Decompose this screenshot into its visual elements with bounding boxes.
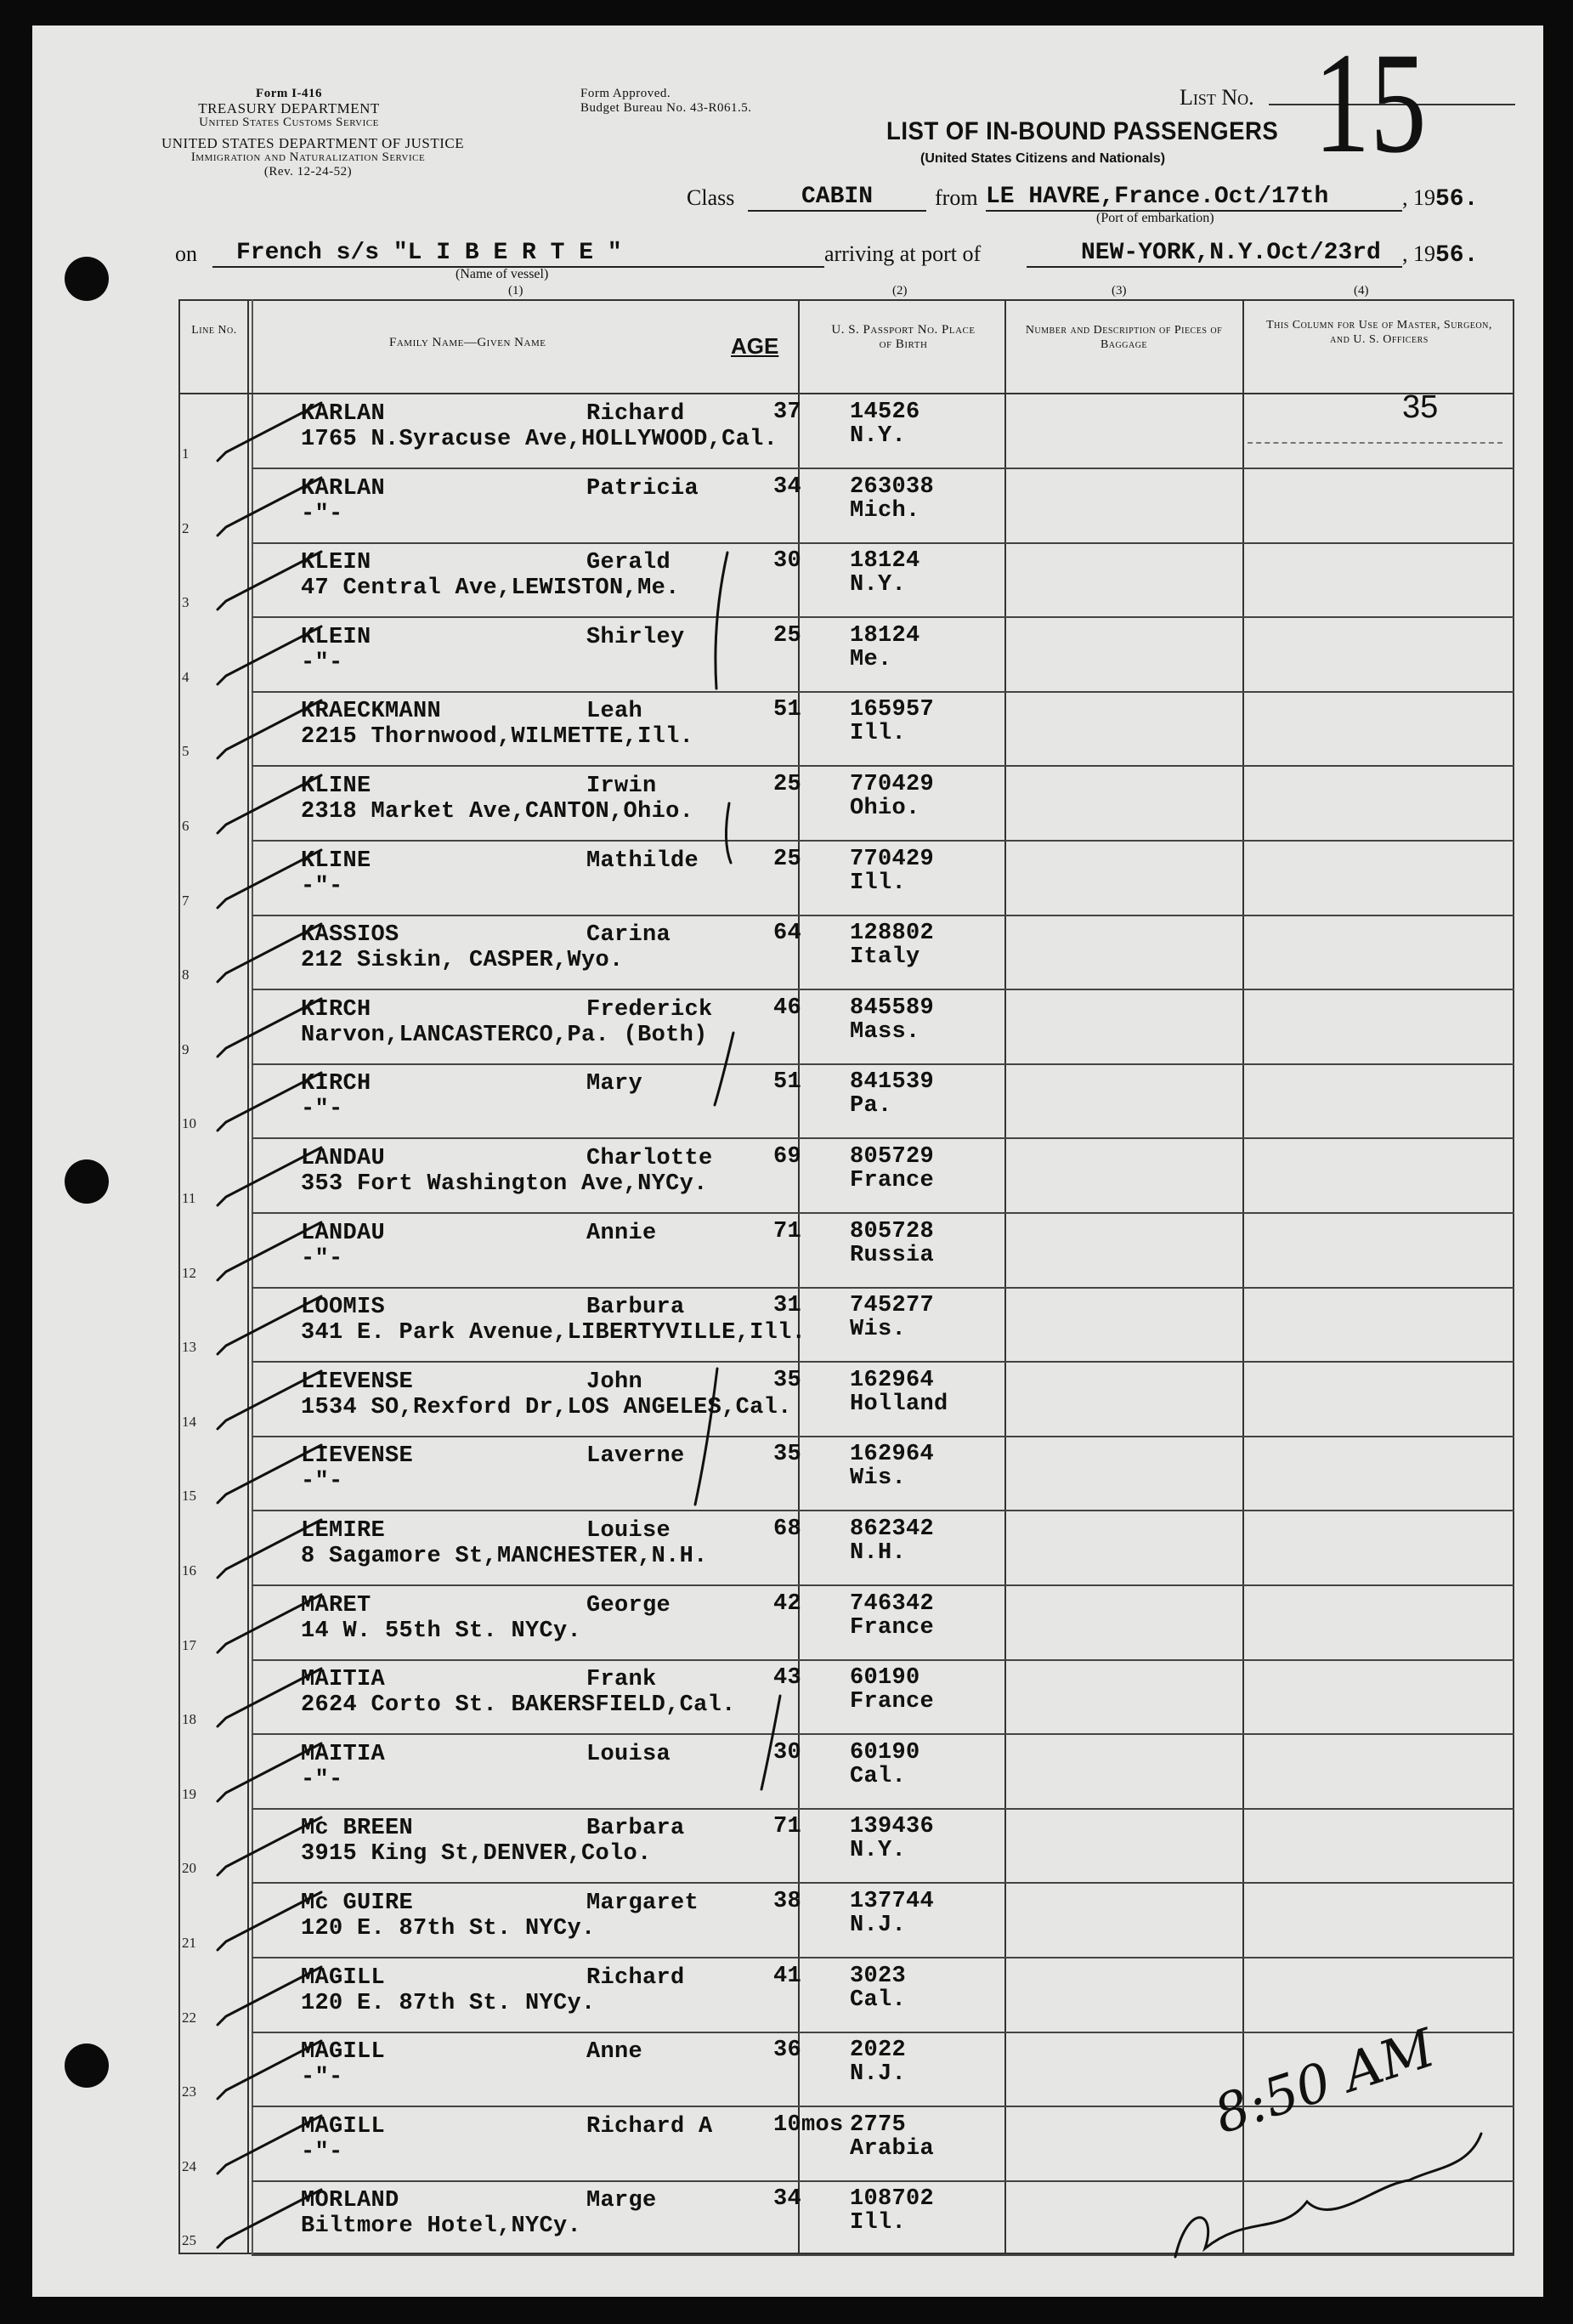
age: 35 xyxy=(773,1442,802,1467)
header-line-no: Line No. xyxy=(191,324,237,337)
place-of-birth: France xyxy=(850,1615,935,1641)
line-number: 21 xyxy=(182,1935,196,1951)
check-mark xyxy=(218,478,321,536)
line-number: 12 xyxy=(182,1265,196,1281)
given-name: Louisa xyxy=(586,1742,671,1767)
family-name: LANDAU xyxy=(301,1221,386,1246)
address: -"- xyxy=(301,2140,343,2165)
given-name: Richard A xyxy=(586,2114,713,2140)
address: Biltmore Hotel,NYCy. xyxy=(301,2213,582,2239)
line-number: 4 xyxy=(182,669,190,685)
passport-no: 770429 xyxy=(850,847,935,872)
family-name: KASSIOS xyxy=(301,922,399,948)
col-num-1: (1) xyxy=(508,284,523,298)
check-mark xyxy=(218,552,321,609)
address: 1765 N.Syracuse Ave,HOLLYWOOD,Cal. xyxy=(301,427,778,452)
family-name: KLINE xyxy=(301,774,371,799)
on-label: on xyxy=(175,241,197,266)
place-of-birth: Mass. xyxy=(850,1019,920,1045)
place-of-birth: Cal. xyxy=(850,1987,907,2013)
given-name: Frank xyxy=(586,1667,657,1692)
family-name: MAGILL xyxy=(301,1965,386,1991)
family-name: KARLAN xyxy=(301,401,386,427)
given-name: Richard xyxy=(586,1965,685,1991)
address: -"- xyxy=(301,502,343,527)
customs-service: United States Customs Service xyxy=(199,116,379,129)
line-number: 13 xyxy=(182,1339,196,1355)
age: 51 xyxy=(773,1069,802,1095)
passport-no: 60190 xyxy=(850,1740,920,1766)
address: 212 Siskin, CASPER,Wyo. xyxy=(301,948,624,973)
age: 43 xyxy=(773,1665,802,1691)
line-number: 15 xyxy=(182,1488,196,1504)
age: 34 xyxy=(773,474,802,500)
year-prefix-1: , 19 xyxy=(1402,185,1435,210)
check-mark xyxy=(218,775,321,833)
address: 8 Sagamore St,MANCHESTER,N.H. xyxy=(301,1544,708,1569)
handwritten-marks xyxy=(32,23,1543,2297)
place-of-birth: Russia xyxy=(850,1243,935,1268)
line-number: 20 xyxy=(182,1860,196,1876)
check-mark xyxy=(218,626,321,684)
address: -"- xyxy=(301,1469,343,1494)
age: 10mos xyxy=(773,2112,844,2138)
family-name: KLEIN xyxy=(301,625,371,650)
place-of-birth: Ill. xyxy=(850,870,907,896)
form-number: Form I-416 xyxy=(256,87,322,100)
family-name: LEMIRE xyxy=(301,1518,386,1544)
given-name: Margaret xyxy=(586,1890,699,1916)
line-number: 22 xyxy=(182,2009,196,2026)
line-number: 2 xyxy=(182,520,190,536)
check-mark xyxy=(218,1296,321,1354)
passport-no: 162964 xyxy=(850,1368,935,1393)
age: 37 xyxy=(773,400,802,425)
check-mark xyxy=(218,1445,321,1503)
age: 30 xyxy=(773,548,802,574)
family-name: MAGILL xyxy=(301,2114,386,2140)
place-of-birth: N.J. xyxy=(850,2061,907,2087)
ins-service: Immigration and Naturalization Service xyxy=(190,150,426,164)
family-name: MAITIA xyxy=(301,1742,386,1767)
passport-no: 2775 xyxy=(850,2112,907,2138)
address: 2624 Corto St. BAKERSFIELD,Cal. xyxy=(301,1692,736,1718)
address: -"- xyxy=(301,2065,343,2090)
passport-no: 263038 xyxy=(850,474,935,500)
budget-bureau-no: Budget Bureau No. 43-R061.5. xyxy=(580,101,752,115)
given-name: Barbara xyxy=(586,1816,685,1841)
place-of-birth: Ill. xyxy=(850,2210,907,2236)
family-name: MARET xyxy=(301,1593,371,1618)
address: 341 E. Park Avenue,LIBERTYVILLE,Ill. xyxy=(301,1320,806,1346)
age: 25 xyxy=(773,772,802,797)
age: 38 xyxy=(773,1889,802,1914)
place-of-birth: Holland xyxy=(850,1392,948,1417)
given-name: Mary xyxy=(586,1071,643,1097)
passport-no: 845589 xyxy=(850,995,935,1021)
line-number: 7 xyxy=(182,893,190,909)
place-of-birth: Cal. xyxy=(850,1764,907,1789)
passport-no: 841539 xyxy=(850,1069,935,1095)
line-number: 24 xyxy=(182,2158,196,2174)
age: 71 xyxy=(773,1219,802,1244)
check-mark xyxy=(218,1967,321,2025)
from-value: LE HAVRE,France.Oct/17th xyxy=(986,184,1329,210)
address: 14 W. 55th St. NYCy. xyxy=(301,1618,582,1644)
line-number: 25 xyxy=(182,2232,196,2248)
col-num-2: (2) xyxy=(892,284,908,298)
class-value: CABIN xyxy=(801,184,873,210)
year-value-1: 56. xyxy=(1435,186,1479,213)
age: 31 xyxy=(773,1293,802,1318)
given-name: Charlotte xyxy=(586,1146,713,1171)
header-name: Family Name—Given Name xyxy=(389,336,546,349)
given-name: George xyxy=(586,1593,671,1618)
check-mark xyxy=(218,999,321,1057)
passport-no: 805729 xyxy=(850,1144,935,1170)
check-mark xyxy=(218,1222,321,1280)
check-mark xyxy=(218,2116,321,2174)
line-number: 14 xyxy=(182,1414,196,1430)
family-name: LIEVENSE xyxy=(301,1443,414,1469)
given-name: Marge xyxy=(586,2188,657,2213)
place-of-birth: Ill. xyxy=(850,721,907,746)
place-of-birth: Pa. xyxy=(850,1093,892,1119)
form-approved: Form Approved. xyxy=(580,87,671,100)
line-number: 16 xyxy=(182,1562,196,1579)
address: Narvon,LANCASTERCO,Pa. (Both) xyxy=(301,1023,708,1048)
check-mark xyxy=(218,1595,321,1652)
arriving-label: arriving at port of xyxy=(824,241,982,266)
given-name: John xyxy=(586,1369,643,1395)
address: 120 E. 87th St. NYCy. xyxy=(301,1916,596,1941)
place-of-birth: N.Y. xyxy=(850,572,907,598)
line-number: 9 xyxy=(182,1041,190,1057)
given-name: Patricia xyxy=(586,476,699,502)
age: 25 xyxy=(773,847,802,872)
given-name: Frederick xyxy=(586,997,713,1023)
vessel-note: (Name of vessel) xyxy=(455,267,549,281)
address: 2318 Market Ave,CANTON,Ohio. xyxy=(301,799,694,825)
class-label: Class xyxy=(687,185,735,210)
family-name: MORLAND xyxy=(301,2188,399,2213)
family-name: KARLAN xyxy=(301,476,386,502)
line-number: 19 xyxy=(182,1786,196,1802)
passport-no: 18124 xyxy=(850,623,920,649)
address: -"- xyxy=(301,650,343,676)
address: 3915 King St,DENVER,Colo. xyxy=(301,1841,652,1867)
line-number: 3 xyxy=(182,594,190,610)
passport-no: 14526 xyxy=(850,400,920,425)
header-officers: This Column for Use of Master, Surgeon, and U. S. Officers xyxy=(1266,319,1492,346)
place-of-birth: France xyxy=(850,1689,935,1715)
given-name: Irwin xyxy=(586,774,657,799)
check-mark xyxy=(218,1892,321,1950)
age: 36 xyxy=(773,2038,802,2063)
family-name: KLEIN xyxy=(301,550,371,575)
given-name: Shirley xyxy=(586,625,685,650)
place-of-birth: Wis. xyxy=(850,1317,907,1342)
age: 69 xyxy=(773,1144,802,1170)
given-name: Gerald xyxy=(586,550,671,575)
passport-no: 139436 xyxy=(850,1814,935,1839)
family-name: KRAECKMANN xyxy=(301,699,442,724)
line-number: 5 xyxy=(182,743,190,759)
passport-no: 108702 xyxy=(850,2186,935,2212)
place-of-birth: Ohio. xyxy=(850,796,920,821)
check-mark xyxy=(218,1148,321,1205)
given-name: Richard xyxy=(586,401,685,427)
passport-no: 162964 xyxy=(850,1442,935,1467)
list-no-label: List No. xyxy=(1180,85,1254,110)
passport-no: 165957 xyxy=(850,697,935,723)
place-of-birth: N.Y. xyxy=(850,1838,907,1863)
address: 120 E. 87th St. NYCy. xyxy=(301,1991,596,2016)
line-number: 17 xyxy=(182,1637,196,1653)
check-mark xyxy=(218,924,321,982)
justice-dept: UNITED STATES DEPARTMENT OF JUSTICE xyxy=(161,135,465,151)
officer-note: 35 xyxy=(1402,389,1439,425)
age: 71 xyxy=(773,1814,802,1839)
port-embarkation-note: (Port of embarkation) xyxy=(1096,211,1214,225)
arriving-value: NEW-YORK,N.Y.Oct/23rd xyxy=(1081,240,1381,266)
age: 30 xyxy=(773,1740,802,1766)
line-number: 11 xyxy=(182,1190,196,1206)
given-name: Mathilde xyxy=(586,848,699,874)
passport-no: 60190 xyxy=(850,1665,920,1691)
address: 2215 Thornwood,WILMETTE,Ill. xyxy=(301,724,694,750)
col-num-4: (4) xyxy=(1354,284,1369,298)
age: 34 xyxy=(773,2186,802,2212)
year-prefix-2: , 19 xyxy=(1402,241,1435,266)
given-name: Carina xyxy=(586,922,671,948)
address: 1534 SO,Rexford Dr,LOS ANGELES,Cal. xyxy=(301,1395,792,1420)
given-name: Anne xyxy=(586,2039,643,2065)
place-of-birth: Me. xyxy=(850,647,892,672)
passport-no: 805728 xyxy=(850,1219,935,1244)
revision-date: (Rev. 12-24-52) xyxy=(263,165,353,179)
family-name: Mc GUIRE xyxy=(301,1890,414,1916)
passport-no: 137744 xyxy=(850,1889,935,1914)
address: -"- xyxy=(301,1097,343,1122)
line-number: 8 xyxy=(182,966,190,983)
list-number: 15 xyxy=(1314,23,1427,183)
family-name: LIEVENSE xyxy=(301,1369,414,1395)
age: 46 xyxy=(773,995,802,1021)
place-of-birth: N.Y. xyxy=(850,423,907,449)
passport-no: 2022 xyxy=(850,2038,907,2063)
age: 64 xyxy=(773,921,802,946)
passport-no: 18124 xyxy=(850,548,920,574)
check-mark xyxy=(218,2041,321,2099)
place-of-birth: Italy xyxy=(850,944,920,970)
line-number: 18 xyxy=(182,1711,196,1727)
passport-no: 770429 xyxy=(850,772,935,797)
col-num-3: (3) xyxy=(1112,284,1127,298)
age: 51 xyxy=(773,697,802,723)
age: 68 xyxy=(773,1516,802,1542)
family-name: MAITIA xyxy=(301,1667,386,1692)
given-name: Barbura xyxy=(586,1295,685,1320)
check-mark xyxy=(218,2190,321,2247)
family-name: KLINE xyxy=(301,848,371,874)
check-mark xyxy=(218,1073,321,1131)
age: 41 xyxy=(773,1964,802,1989)
check-mark xyxy=(218,850,321,908)
header-age: AGE xyxy=(731,333,779,359)
check-mark xyxy=(218,1743,321,1801)
form-title: LIST OF IN-BOUND PASSENGERS xyxy=(886,117,1279,145)
family-name: MAGILL xyxy=(301,2039,386,2065)
passport-no: 3023 xyxy=(850,1964,907,1989)
manifest-page xyxy=(32,23,1543,2297)
place-of-birth: Wis. xyxy=(850,1465,907,1491)
place-of-birth: Mich. xyxy=(850,498,920,524)
place-of-birth: N.J. xyxy=(850,1913,907,1938)
form-subtitle: (United States Citizens and Nationals) xyxy=(920,151,1166,166)
place-of-birth: N.H. xyxy=(850,1540,907,1566)
family-name: LANDAU xyxy=(301,1146,386,1171)
family-name: Mc BREEN xyxy=(301,1816,414,1841)
passport-no: 745277 xyxy=(850,1293,935,1318)
vessel-value: French s/s "L I B E R T E " xyxy=(236,240,622,266)
year-value-2: 56. xyxy=(1435,242,1479,269)
address: -"- xyxy=(301,1767,343,1793)
place-of-birth: France xyxy=(850,1168,935,1193)
check-mark xyxy=(218,700,321,758)
check-mark xyxy=(218,1520,321,1578)
family-name: KIRCH xyxy=(301,997,371,1023)
address: -"- xyxy=(301,1246,343,1272)
given-name: Laverne xyxy=(586,1443,685,1469)
passport-no: 128802 xyxy=(850,921,935,946)
address: 47 Central Ave,LEWISTON,Me. xyxy=(301,575,680,601)
given-name: Louise xyxy=(586,1518,671,1544)
handwritten-time: 8:50 AM xyxy=(1207,2016,1442,2146)
address: 353 Fort Washington Ave,NYCy. xyxy=(301,1171,708,1197)
address: -"- xyxy=(301,874,343,899)
line-number: 10 xyxy=(182,1115,196,1131)
check-mark xyxy=(218,1371,321,1429)
given-name: Leah xyxy=(586,699,643,724)
age: 35 xyxy=(773,1368,802,1393)
treasury-dept: TREASURY DEPARTMENT xyxy=(198,100,380,116)
check-mark xyxy=(218,1669,321,1726)
place-of-birth: Arabia xyxy=(850,2136,935,2162)
check-mark xyxy=(218,403,321,461)
check-mark xyxy=(218,1817,321,1875)
age: 25 xyxy=(773,623,802,649)
family-name: LOOMIS xyxy=(301,1295,386,1320)
line-number: 6 xyxy=(182,818,190,834)
family-name: KIRCH xyxy=(301,1071,371,1097)
passport-no: 862342 xyxy=(850,1516,935,1542)
from-label: from xyxy=(935,185,978,210)
age: 42 xyxy=(773,1591,802,1617)
header-baggage: Number and Description of Pieces of Baggage xyxy=(1025,324,1223,351)
header-passport: U. S. Passport No. Place of Birth xyxy=(831,323,976,351)
passport-no: 746342 xyxy=(850,1591,935,1617)
line-number: 23 xyxy=(182,2083,196,2100)
given-name: Annie xyxy=(586,1221,657,1246)
line-number: 1 xyxy=(182,445,190,462)
